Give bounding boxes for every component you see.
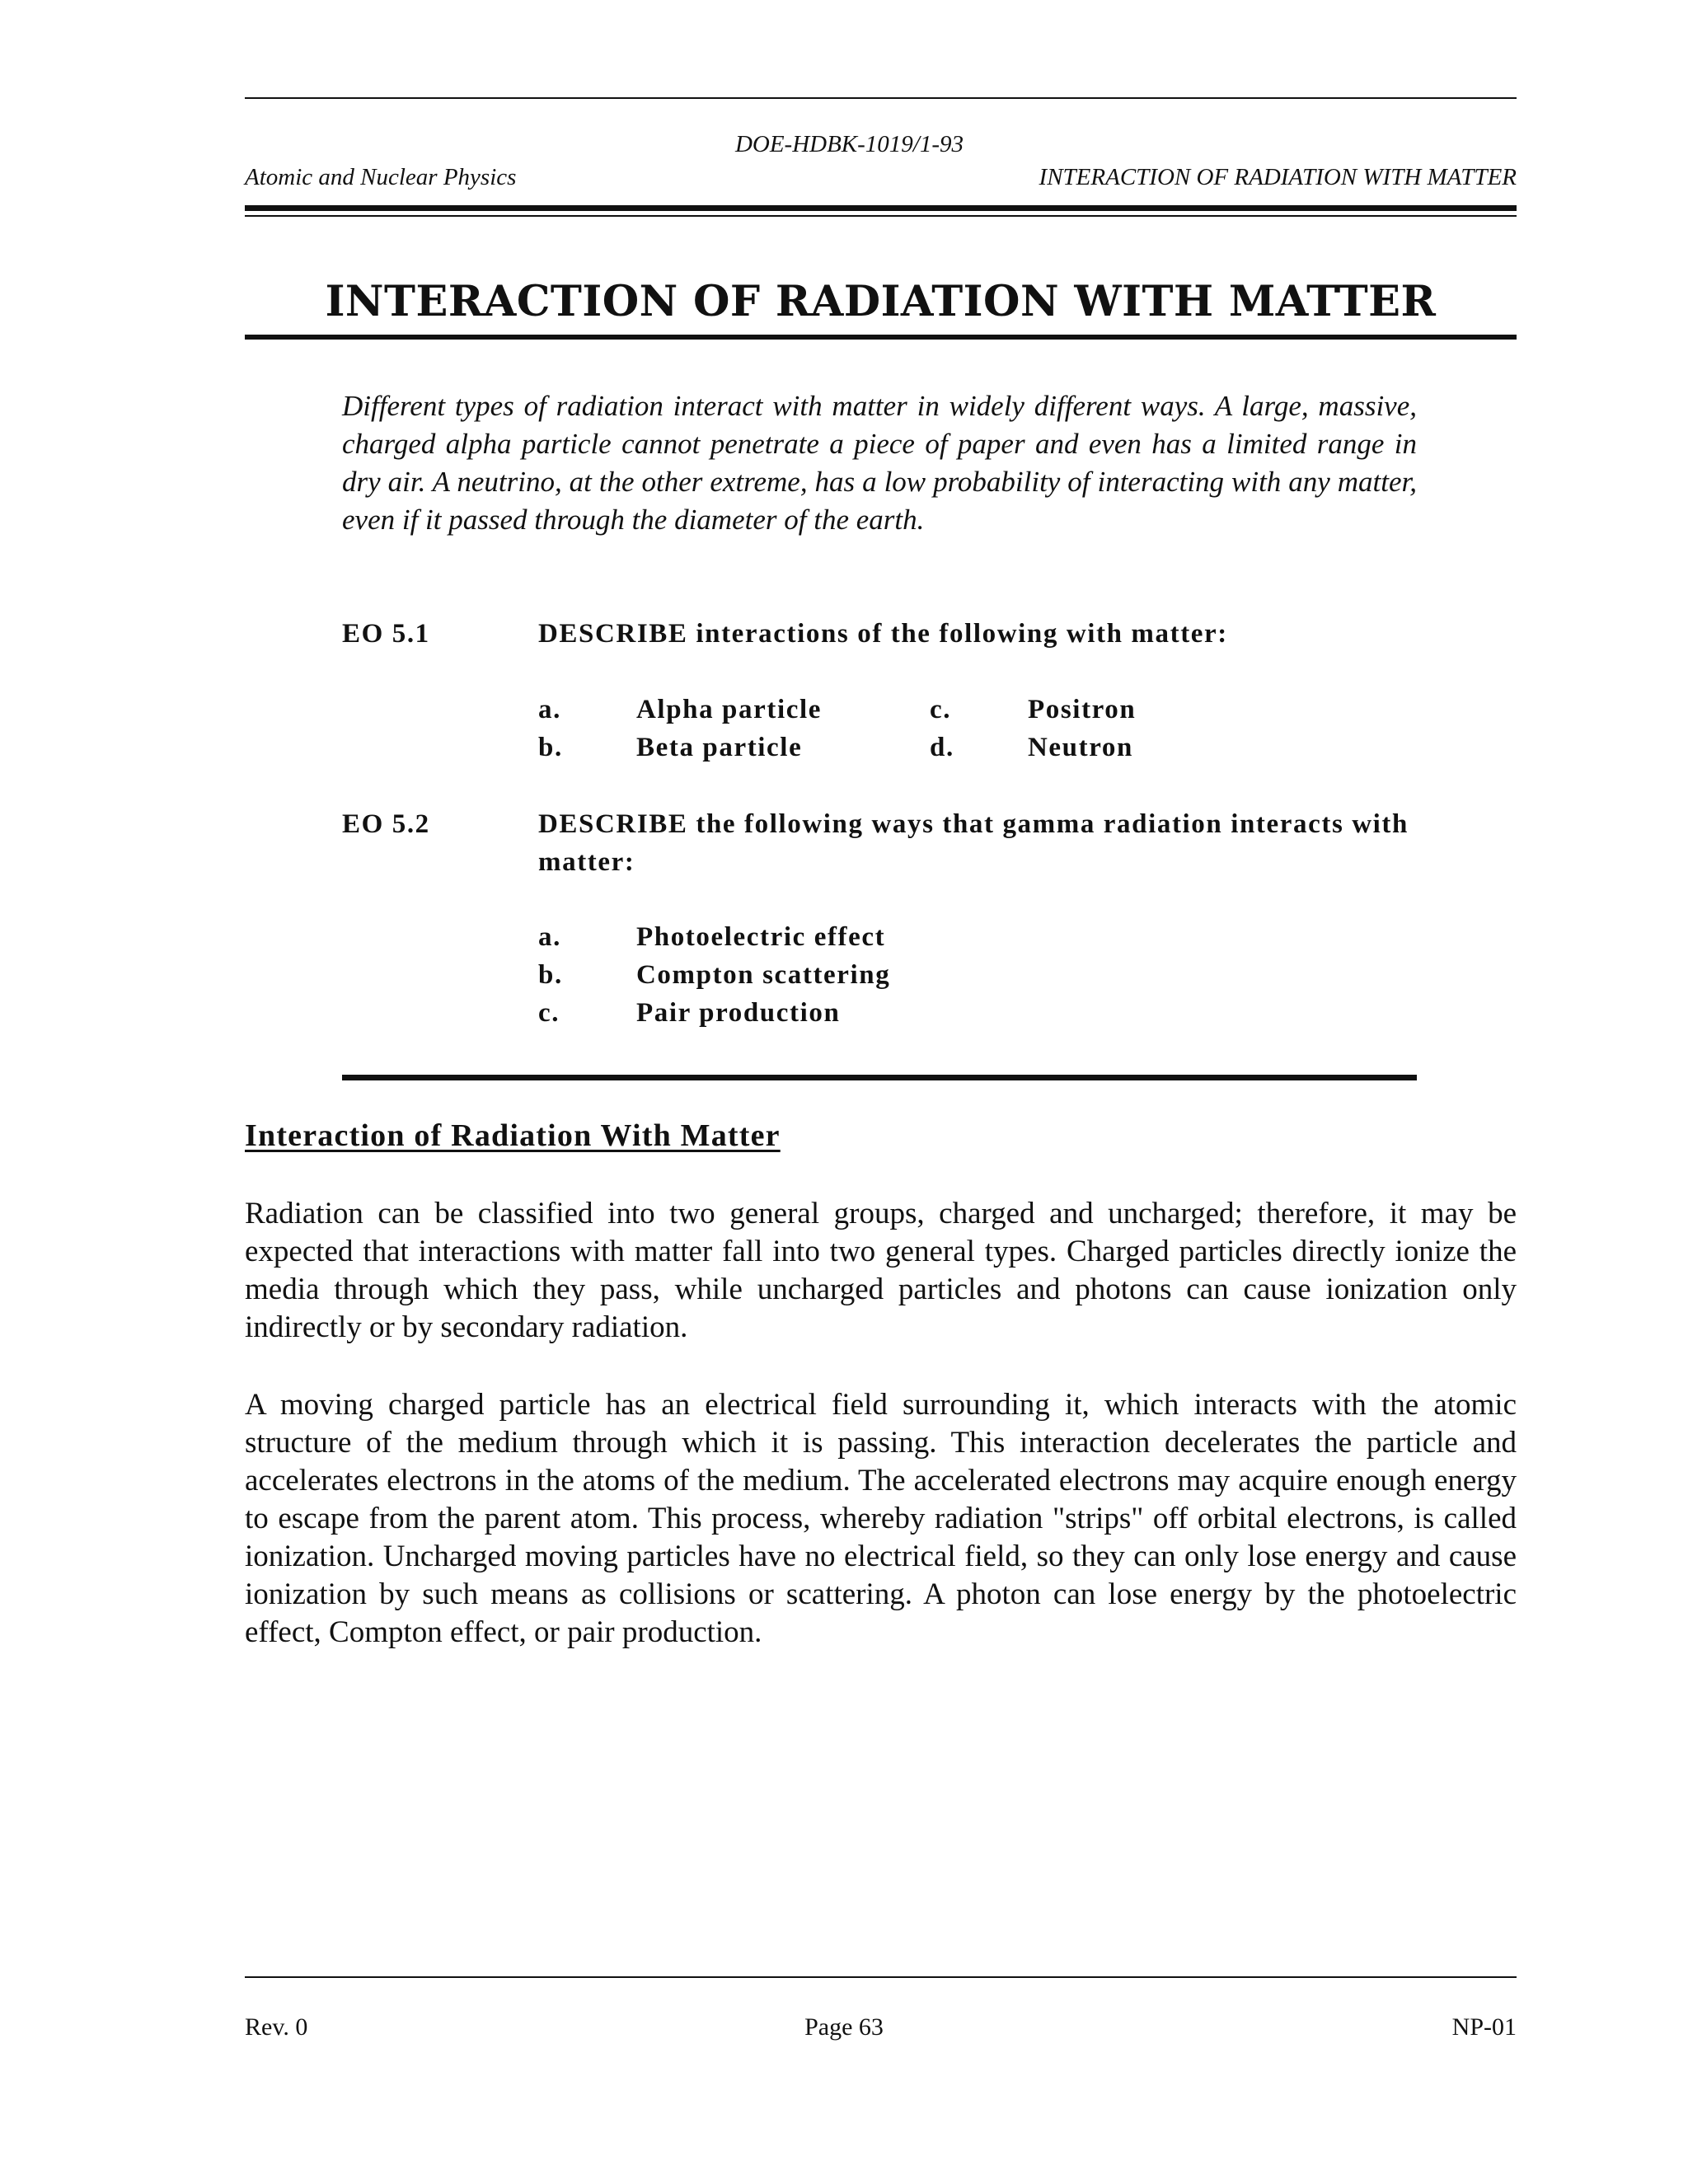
page-title: INTERACTION OF RADIATION WITH MATTER [325,277,1437,326]
objective-item-letter: a. [538,695,561,724]
objective-item-letter: c. [930,695,952,724]
objective-item: Alpha particle [636,695,822,724]
section-heading: Interaction of Radiation With Matter [245,1118,781,1153]
objective-item: Beta particle [636,733,803,762]
objective-item: Neutron [1028,733,1133,762]
document-number: DOE-HDBK-1019/1-93 [734,131,964,157]
objective-item-letter: c. [538,998,560,1028]
header-top-rule [245,97,1517,99]
body-paragraph: Radiation can be classified into two general groups, charged and uncharged; therefore, it may be expected that interactions with matter fall into two general types. Charged particles directly ionize the media through which they pass, while uncharged particles and photons can cause ionization only indirectly or by secondary radiation. [245,1197,1517,1344]
intro-paragraph: Different types of radiation interact with matter in widely different ways. A large, massive, charged alpha particle cannot penetrate a piece of paper and even has a limited range in dry air. A neutrino, at the other extreme, has a low probability of interacting with any matter, even if it passed through the diameter of the earth. [342,390,1417,536]
objective-item-letter: b. [538,960,563,990]
body-paragraph: A moving charged particle has an electrical field surrounding it, which interacts with the atomic structure of the medium through which it is passing. This interaction decelerates the particle and accelerates electrons in the atoms of the medium. The accelerated electrons may acquire enough energy to escape from the parent atom. This process, whereby radiation "strips" off orbital electrons, is called ionization. Uncharged moving particles have no electrical field, so they can only lose energy and cause ionization by such means as collisions or scattering. A photon can lose energy by the photoelectric effect, Compton effect, or pair production. [245,1388,1517,1649]
page-number: Page 63 [804,2013,884,2041]
header-thin-rule [245,215,1517,217]
objective-label: EO 5.1 [342,619,430,649]
objective-label: EO 5.2 [342,809,430,839]
objective-item: Pair production [636,998,841,1028]
title-underline-rule [245,335,1517,340]
objective-item-letter: a. [538,922,561,952]
header-thick-rule [245,205,1517,211]
objective-text: DESCRIBE the following ways that gamma radiation interacts with matter: [538,809,1409,877]
objective-item: Compton scattering [636,960,891,990]
objectives-divider [342,1075,1417,1080]
footer-revision: Rev. 0 [245,2013,308,2041]
footer-rule [245,1976,1517,1978]
header-chapter: INTERACTION OF RADIATION WITH MATTER [1039,164,1517,190]
objective-item-letter: d. [930,733,954,762]
objective-item-letter: b. [538,733,563,762]
header-subject: Atomic and Nuclear Physics [245,164,517,190]
objective-item: Positron [1028,695,1137,724]
objective-item: Photoelectric effect [636,922,886,952]
footer-module-code: NP-01 [1451,2013,1517,2041]
objective-text: DESCRIBE interactions of the following with matter: [538,619,1228,649]
